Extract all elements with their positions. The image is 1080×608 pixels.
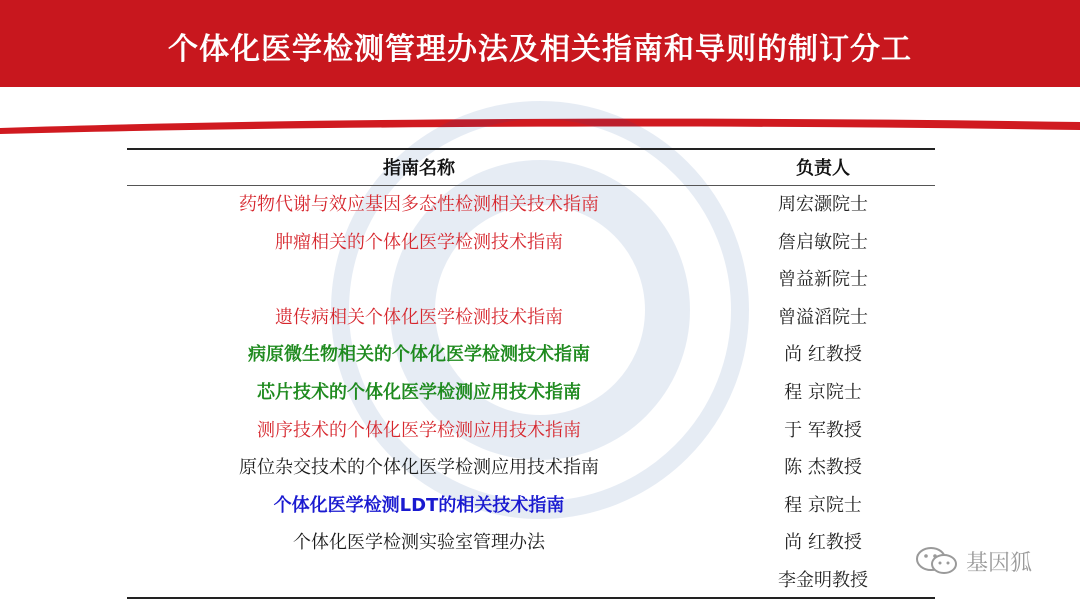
column-header-name: 指南名称 [383, 158, 455, 179]
owner-name: 曾益新院士 [778, 269, 868, 291]
table-row [127, 523, 935, 561]
owner-name: 曾溢滔院士 [778, 306, 868, 328]
table-row [127, 561, 935, 599]
owner-name: 周宏灏院士 [778, 194, 868, 215]
owner-name: 尚 红教授 [784, 532, 862, 554]
guideline-name: 个体化医学检测LDT的相关技术指南 [273, 494, 565, 516]
guideline-name: 原位杂交技术的个体化医学检测应用技术指南 [239, 457, 599, 479]
table-row [127, 185, 935, 223]
guideline-name: 芯片技术的个体化医学检测应用技术指南 [257, 381, 581, 403]
guideline-name: 药物代谢与效应基因多态性检测相关技术指南 [239, 194, 599, 215]
guideline-name: 遗传病相关个体化医学检测技术指南 [275, 306, 563, 328]
owner-name: 詹启敏院士 [778, 231, 868, 253]
table-row [127, 373, 935, 411]
table-row [127, 411, 935, 449]
owner-name: 陈 杰教授 [784, 457, 862, 479]
owner-name: 李金明教授 [778, 569, 868, 591]
guideline-name: 测序技术的个体化医学检测应用技术指南 [257, 419, 581, 441]
guideline-name: 个体化医学检测实验室管理办法 [293, 532, 545, 554]
page-title: 个体化医学检测管理办法及相关指南和导则的制订分工 [168, 32, 912, 67]
table-top-rule [127, 148, 935, 150]
guideline-name: 病原微生物相关的个体化医学检测技术指南 [248, 344, 590, 366]
table-row [127, 486, 935, 524]
owner-name: 程 京院士 [784, 381, 862, 403]
table-row [127, 223, 935, 261]
owner-name: 程 京院士 [784, 494, 862, 516]
brand-watermark [914, 546, 1032, 576]
table-row [127, 298, 935, 336]
table-row [127, 335, 935, 373]
owner-name: 尚 红教授 [784, 344, 862, 366]
table-body [127, 185, 935, 599]
table-bottom-rule [127, 597, 935, 599]
wechat-icon [914, 546, 960, 576]
owner-name: 于 军教授 [784, 419, 862, 441]
column-header-owner: 负责人 [796, 158, 850, 179]
brand-label: 基因狐 [966, 550, 1033, 576]
guideline-name: 肿瘤相关的个体化医学检测技术指南 [275, 231, 563, 253]
table-row [127, 448, 935, 486]
table-row [127, 260, 935, 298]
